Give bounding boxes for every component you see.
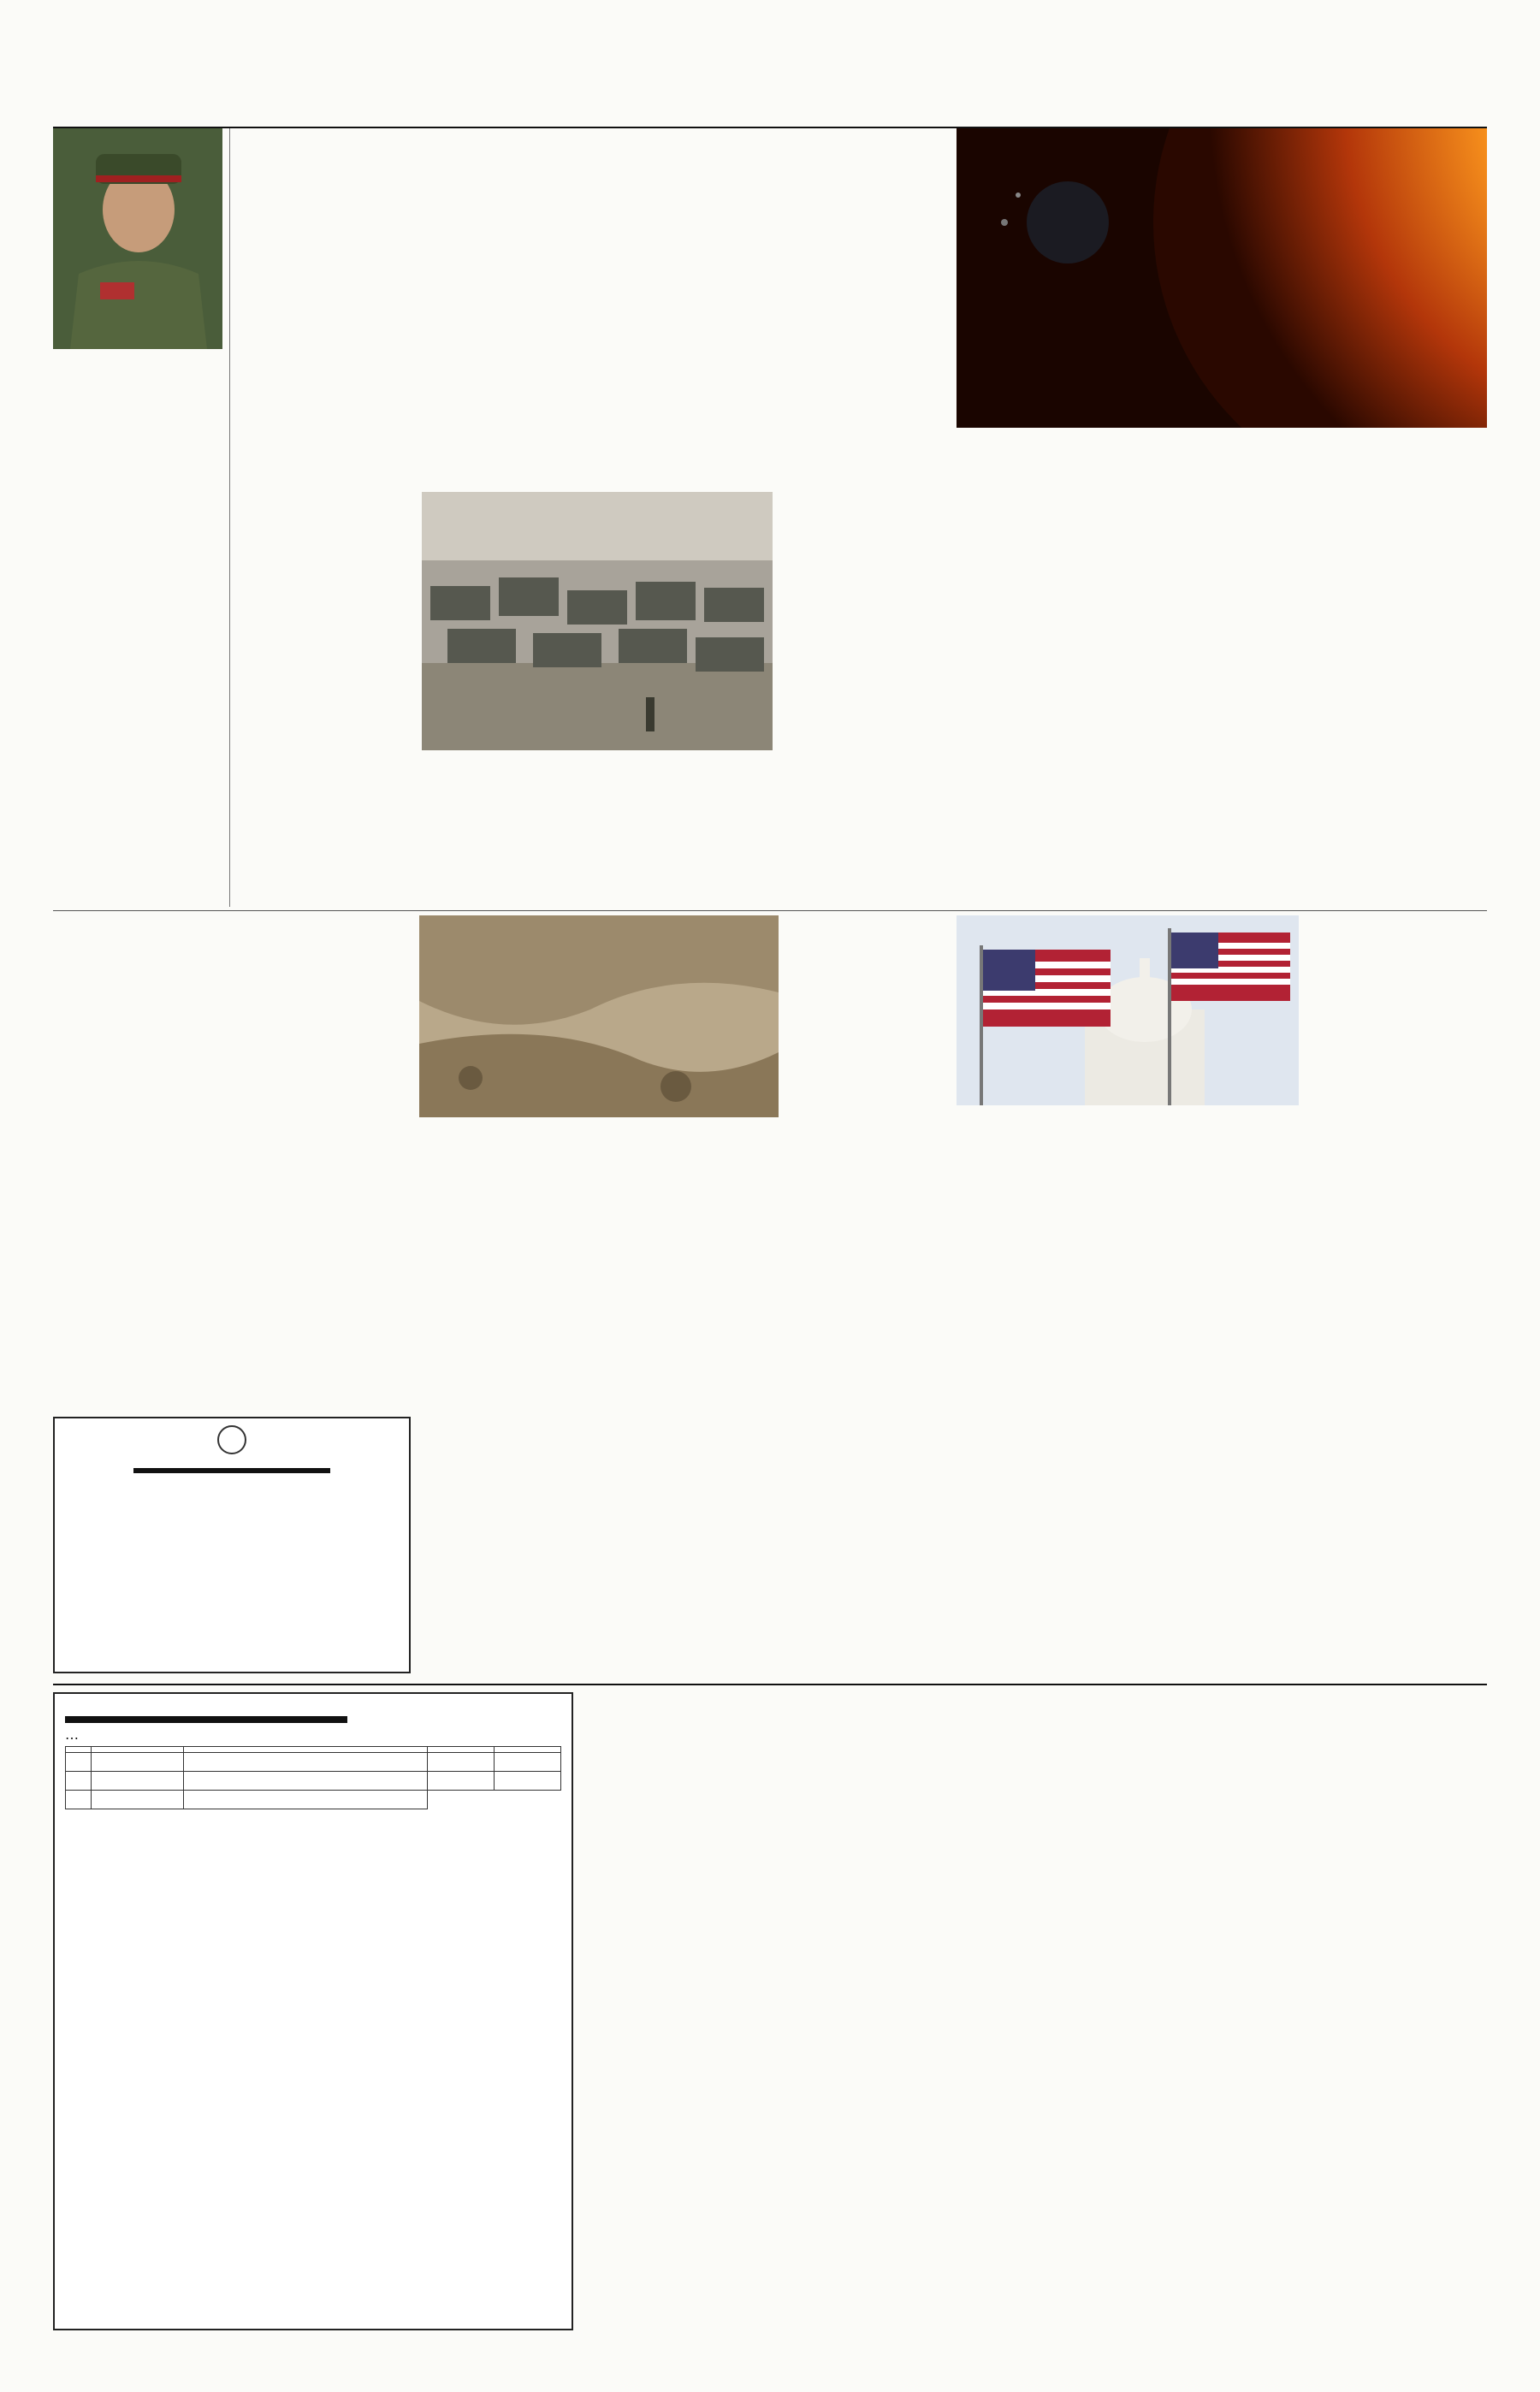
t1-heading xyxy=(65,1716,347,1723)
t1-col-name xyxy=(184,1747,428,1753)
visa-body-col3 xyxy=(1130,1437,1299,1677)
table-row xyxy=(66,1772,561,1791)
t1-row1-sl xyxy=(66,1753,92,1772)
t1-row2-last xyxy=(428,1772,495,1791)
nawabganj-body xyxy=(1307,1297,1487,1677)
solar-body-col2 xyxy=(1136,524,1307,909)
indonesia-body-col1 xyxy=(419,1194,595,1673)
army-chief-photo xyxy=(53,128,222,349)
main-cont-col1 xyxy=(422,755,597,909)
main-body-col2 xyxy=(422,233,597,344)
t1-col-last xyxy=(428,1747,495,1753)
t1-col-sl xyxy=(66,1747,92,1753)
main-body-col1 xyxy=(238,233,413,438)
t1-row2-id xyxy=(92,1772,184,1791)
t1-row1-id xyxy=(92,1753,184,1772)
bau-logo-icon xyxy=(217,1425,246,1454)
solar-body-col3 xyxy=(1316,524,1487,909)
ads-rule xyxy=(53,1684,1487,1685)
table-row xyxy=(66,1753,561,1772)
t1-table xyxy=(65,1746,561,1809)
westbank-body-col2 xyxy=(606,411,773,488)
solar-photo xyxy=(957,128,1487,428)
t1-row1-close xyxy=(495,1753,561,1772)
saudi-body-col2 xyxy=(236,986,411,1412)
visa-body-col2 xyxy=(1130,1174,1299,1430)
t1-row2-close xyxy=(495,1772,561,1791)
westbank-body-col3 xyxy=(781,449,948,757)
saudi-body-col1 xyxy=(53,986,228,1412)
t1-col-id xyxy=(92,1747,184,1753)
dairy-tender-ad: ⋯ xyxy=(53,1692,573,2330)
army-chief-figure-icon xyxy=(53,128,222,349)
bau-notice-ad xyxy=(53,1417,411,1673)
military-vehicles-image xyxy=(422,492,773,750)
quarry-landslide-image xyxy=(419,915,779,1117)
us-capitol-flags-image xyxy=(957,915,1299,1105)
sun-and-planet-image xyxy=(957,128,1487,428)
t1-row2-name xyxy=(184,1772,428,1791)
quarry-photo xyxy=(419,915,779,1117)
main-cont-col2 xyxy=(606,755,773,909)
t1-row3-sl xyxy=(66,1791,92,1809)
solar-body-col1 xyxy=(957,524,1128,909)
kashmir-body xyxy=(53,479,222,907)
t1-row3-id xyxy=(92,1791,184,1809)
visa-body-col1 xyxy=(957,1174,1122,1679)
t1-row2-sl xyxy=(66,1772,92,1791)
haripur-body xyxy=(1307,980,1487,1229)
bau-heading xyxy=(133,1468,330,1473)
t1-row1-name xyxy=(184,1753,428,1772)
table-row xyxy=(66,1791,561,1809)
capitol-photo xyxy=(957,915,1299,1105)
main-body-col4 xyxy=(781,233,948,447)
westbank-body-col1 xyxy=(422,411,597,488)
tanks-photo xyxy=(422,492,773,750)
t1-col-close xyxy=(495,1747,561,1753)
column-divider xyxy=(229,128,230,907)
t1-row3-name xyxy=(184,1791,428,1809)
section-rule xyxy=(53,910,1487,911)
elderly-body xyxy=(787,992,948,1677)
indonesia-body-col2 xyxy=(603,1194,779,1673)
main-cont-col3 xyxy=(781,761,948,907)
t1-row1-last xyxy=(428,1753,495,1772)
newspaper-logo xyxy=(1266,44,1480,121)
